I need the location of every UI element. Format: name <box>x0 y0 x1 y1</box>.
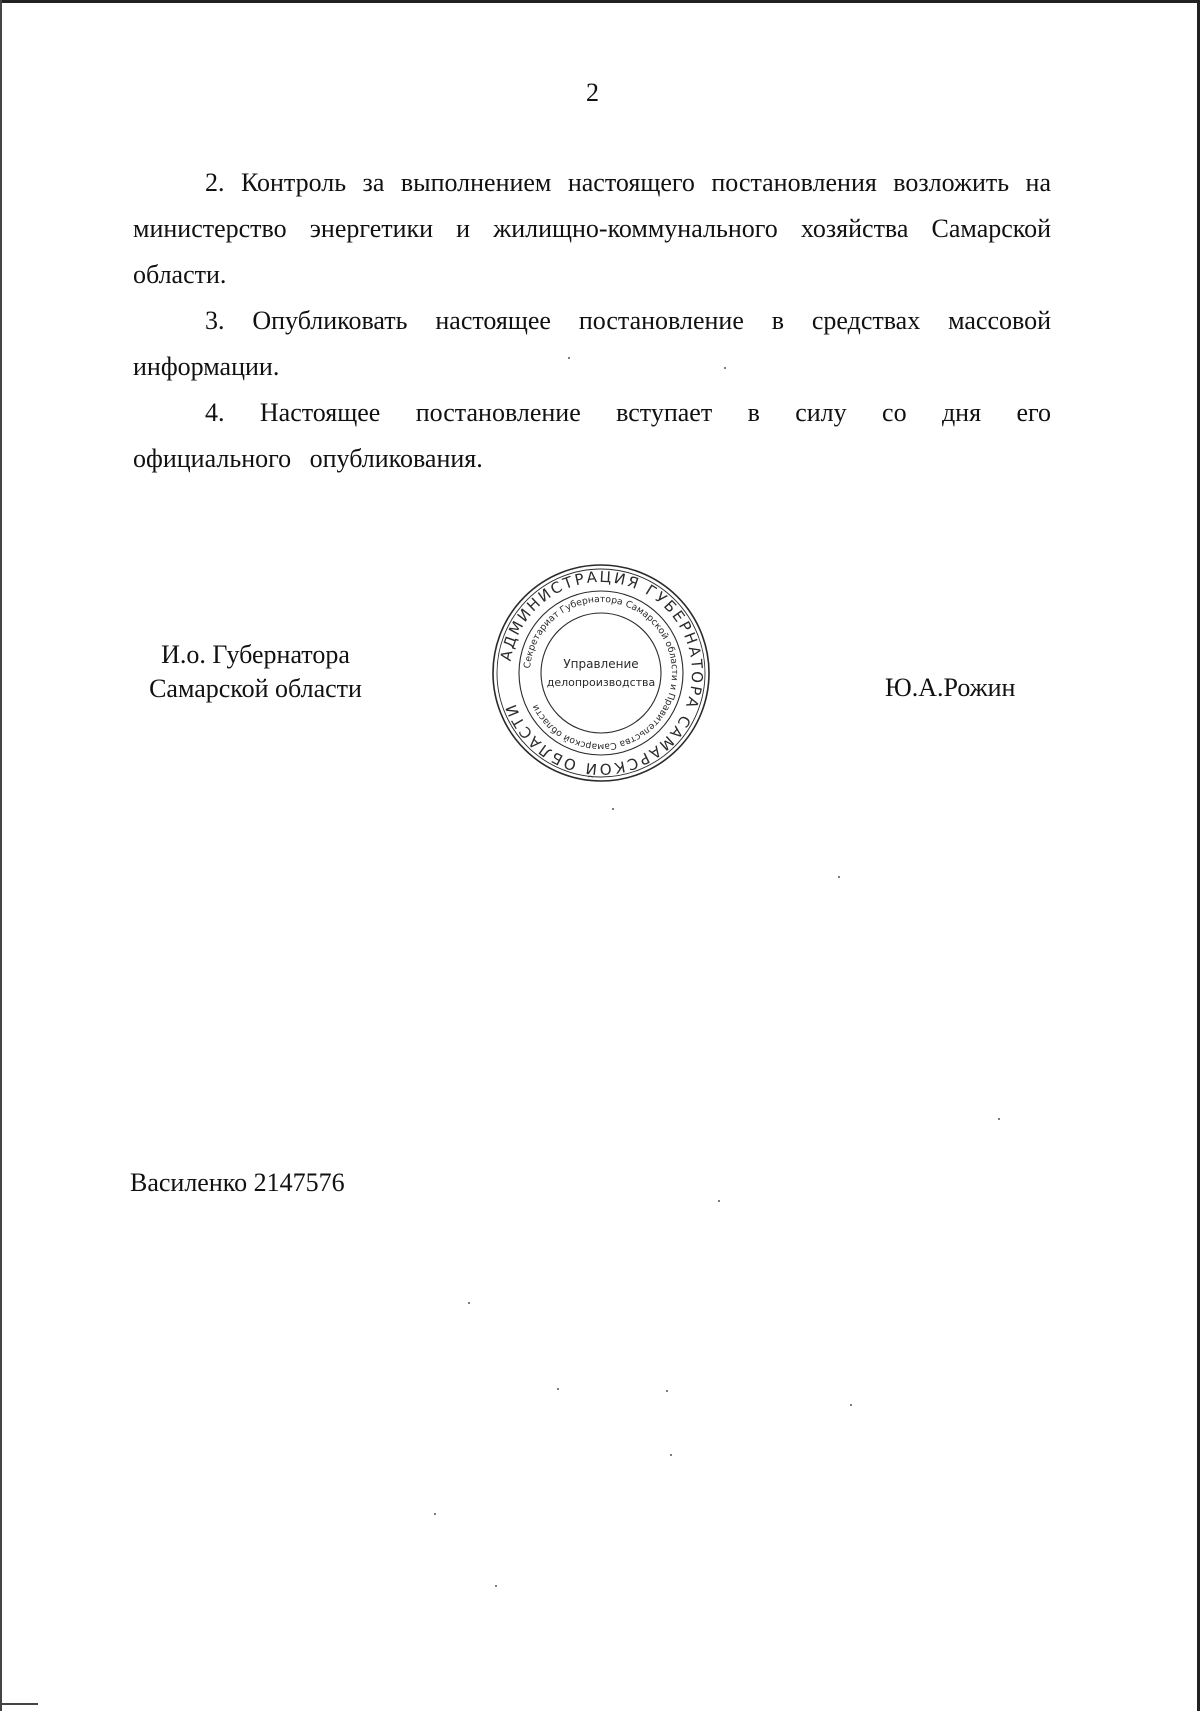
page-number: 2 <box>586 78 599 107</box>
document-body <box>133 160 1051 482</box>
scan-speck <box>850 1404 852 1406</box>
seal-graphic <box>488 560 714 786</box>
scan-speck <box>434 1513 436 1515</box>
signatory-title <box>133 638 378 706</box>
scan-speck <box>557 1388 559 1390</box>
seal-middle-ring <box>519 591 683 755</box>
signatory-name: Ю.А.Рожин <box>885 673 1016 702</box>
scan-speck <box>718 1200 720 1202</box>
paragraph-4: 4. Настоящее постановление вступает в силу со дня его официального опубликования. <box>133 398 1051 473</box>
scan-speck <box>612 808 614 810</box>
scan-border-top <box>0 0 1200 3</box>
scan-border-bottom <box>0 1703 38 1705</box>
seal-inner-text: Секретариат Губернатора Самарской области и Правительства Самарской области <box>522 593 681 753</box>
seal-center-line1: Управление <box>563 657 639 671</box>
scan-speck <box>724 367 726 369</box>
scan-speck <box>495 1585 497 1587</box>
scan-speck <box>998 1118 1000 1120</box>
paragraph-3: 3. Опубликовать настоящее постановление в средствах массовой информации. <box>133 306 1051 381</box>
seal-center-line2: делопроизводства <box>546 676 656 689</box>
seal-inner-ring <box>541 613 661 733</box>
signatory-title-line1: И.о. Губернатора <box>161 640 350 669</box>
executor-contact: Василенко 2147576 <box>130 1168 345 1197</box>
paragraph-2: 2. Контроль за выполнением настоящего постановления возложить на министерство энергетики и жилищно-коммунального хозяйства Самарской области. <box>133 168 1051 289</box>
scan-speck <box>568 357 570 359</box>
scan-speck <box>670 1454 672 1456</box>
seal-outer-text: АДМИНИСТРАЦИЯ ГУБЕРНАТОРА САМАРСКОЙ ОБЛАСТИ <box>496 567 707 779</box>
scan-speck <box>468 1302 470 1304</box>
official-seal <box>488 560 714 786</box>
scan-speck <box>666 1390 668 1392</box>
signatory-title-line2: Самарской области <box>149 674 362 703</box>
scan-border-left <box>0 0 2 1711</box>
scan-speck <box>838 876 840 878</box>
